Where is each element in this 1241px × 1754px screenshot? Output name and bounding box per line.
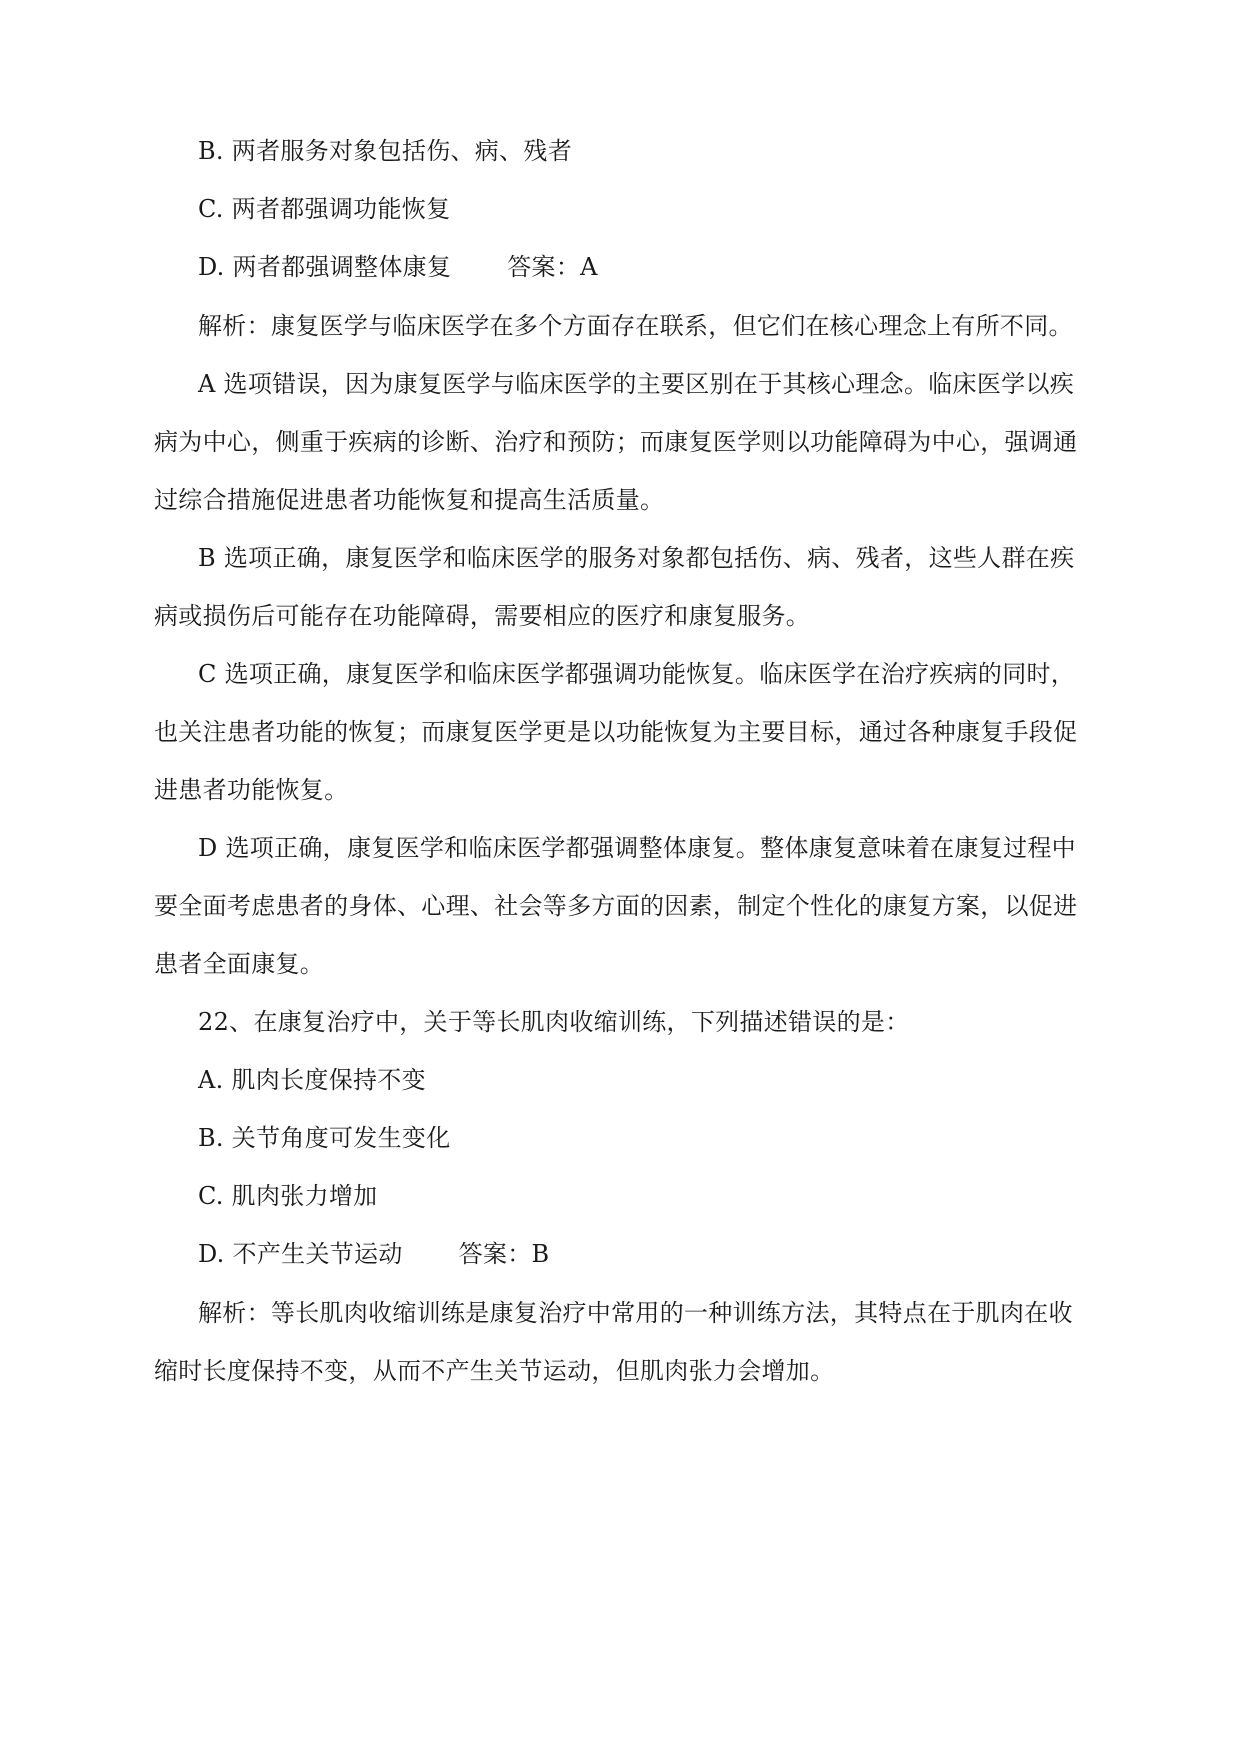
- q21-analysis-line: 进患者功能恢复。: [154, 776, 349, 804]
- q21-analysis-line: A 选项错误，因为康复医学与临床医学的主要区别在于其核心理念。临床医学以疾: [198, 370, 1075, 398]
- q21-analysis-line: D 选项正确，康复医学和临床医学都强调整体康复。整体康复意味着在康复过程中: [198, 834, 1076, 862]
- q22-option-d-row: [198, 1239, 1153, 1269]
- q22-option-a: A. 肌肉长度保持不变: [198, 1066, 426, 1094]
- q22-option-c: C. 肌肉张力增加: [198, 1182, 378, 1210]
- q21-option-d: D. 两者都强调整体康复: [198, 253, 452, 281]
- q22-option-b: B. 关节角度可发生变化: [198, 1124, 451, 1152]
- q22-analysis-line: 缩时长度保持不变，从而不产生关节运动，但肌肉张力会增加。: [154, 1357, 835, 1385]
- q21-option-c: C. 两者都强调功能恢复: [198, 195, 451, 223]
- q21-option-d-row: [198, 252, 1153, 282]
- q22-option-d: D. 不产生关节运动: [198, 1240, 403, 1268]
- q22-question: 22、在康复治疗中，关于等长肌肉收缩训练，下列描述错误的是：: [198, 1008, 910, 1036]
- q21-analysis-line: 病或损伤后可能存在功能障碍，需要相应的医疗和康复服务。: [154, 602, 811, 630]
- q21-analysis-line: B 选项正确，康复医学和临床医学的服务对象都包括伤、病、残者，这些人群在疾: [198, 544, 1075, 572]
- q22-answer: 答案：B: [458, 1240, 550, 1268]
- q21-analysis-line: 患者全面康复。: [154, 950, 325, 978]
- q21-analysis-line: 要全面考虑患者的身体、心理、社会等多方面的因素，制定个性化的康复方案，以促进: [154, 892, 1078, 920]
- q21-analysis-line: 解析：康复医学与临床医学在多个方面存在联系，但它们在核心理念上有所不同。: [198, 312, 1073, 340]
- q21-analysis-line: C 选项正确，康复医学和临床医学都强调功能恢复。临床医学在治疗疾病的同时，: [198, 660, 1076, 688]
- q21-analysis-line: 也关注患者功能的恢复；而康复医学更是以功能恢复为主要目标，通过各种康复手段促: [154, 718, 1078, 746]
- q22-analysis-line: 解析：等长肌肉收缩训练是康复治疗中常用的一种训练方法，其特点在于肌肉在收: [198, 1299, 1073, 1327]
- q21-answer: 答案：A: [507, 253, 598, 281]
- q21-analysis-line: 病为中心，侧重于疾病的诊断、治疗和预防；而康复医学则以功能障碍为中心，强调通: [154, 428, 1078, 456]
- q21-option-b: B. 两者服务对象包括伤、病、残者: [198, 137, 572, 165]
- q21-analysis-line: 过综合措施促进患者功能恢复和提高生活质量。: [154, 486, 665, 514]
